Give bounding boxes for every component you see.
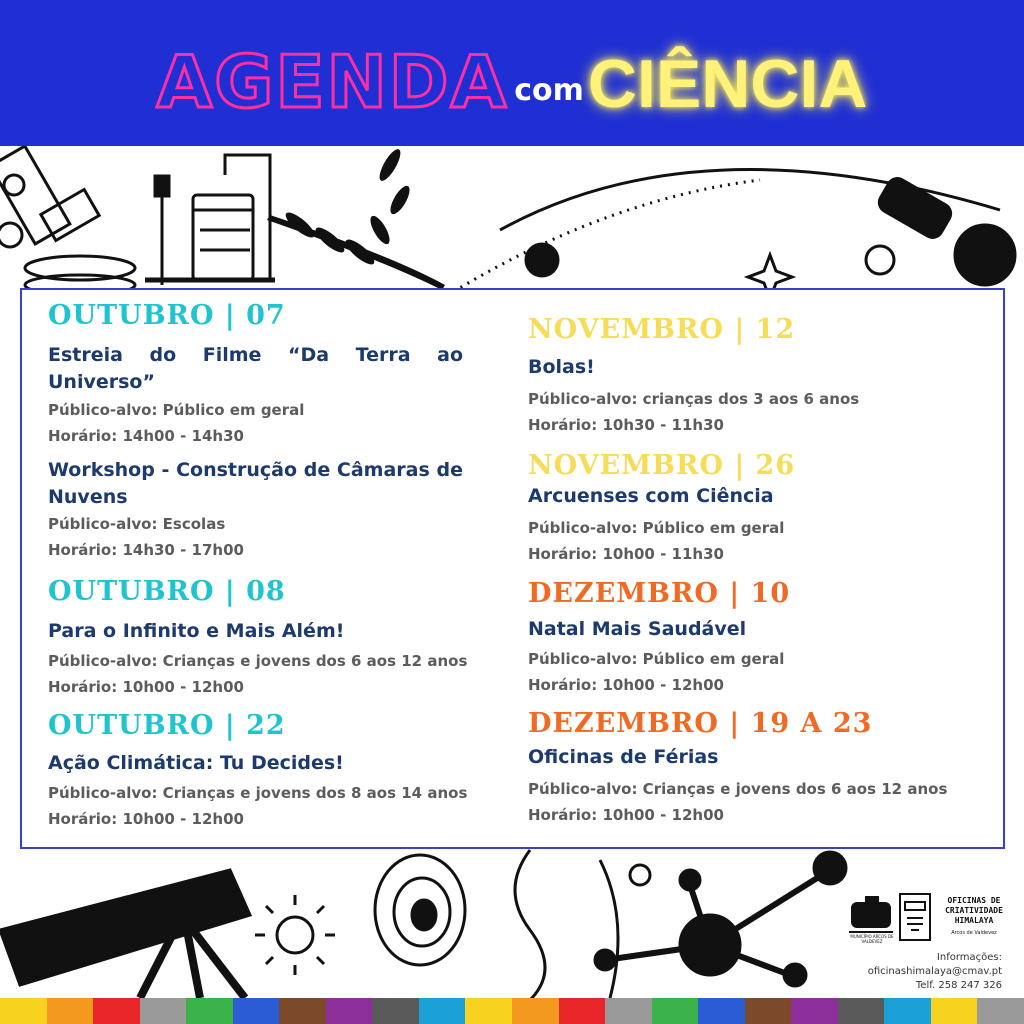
info-email[interactable]: oficinashimalaya@cmav.pt — [867, 966, 1002, 977]
date-heading: DEZEMBRO | 10 — [528, 578, 791, 609]
event-audience: Público-alvo: crianças dos 3 aos 6 anos — [528, 390, 860, 408]
color-stripe — [140, 998, 187, 1024]
municipio-logo-text: MUNICÍPIO ARCOS DE VALDEVEZ — [850, 934, 894, 944]
event-title: Estreia do Filme “Da Terra ao Universo” — [48, 344, 463, 393]
event-time: Horário: 10h00 - 11h30 — [528, 545, 724, 563]
event-title: Arcuenses com Ciência — [528, 485, 774, 507]
color-stripe — [419, 998, 466, 1024]
event-title: Oficinas de Férias — [528, 746, 719, 768]
agenda-panel — [20, 288, 1005, 849]
partner-logos — [845, 888, 1015, 948]
event-time: Horário: 10h00 - 12h00 — [48, 810, 244, 828]
color-stripe — [605, 998, 652, 1024]
event-audience: Público-alvo: Escolas — [48, 515, 226, 533]
color-stripe — [977, 998, 1024, 1024]
header-banner — [0, 0, 1024, 146]
info-phone: Telf. 258 247 326 — [915, 980, 1002, 991]
date-heading: DEZEMBRO | 19 A 23 — [528, 708, 873, 739]
microscope-icon — [0, 146, 135, 295]
municipio-logo — [849, 896, 893, 932]
molecule-icon — [595, 852, 846, 986]
title-ciencia: CIÊNCIA — [587, 46, 868, 122]
telescope-icon — [866, 175, 1015, 285]
event-audience: Público-alvo: Público em geral — [528, 650, 785, 668]
color-stripe — [652, 998, 699, 1024]
date-heading: NOVEMBRO | 26 — [528, 450, 796, 481]
event-audience: Público-alvo: Público em geral — [48, 401, 305, 419]
color-stripe — [698, 998, 745, 1024]
event-audience: Público-alvo: Público em geral — [528, 519, 785, 537]
event-title: Workshop - Construção de Câmaras de Nuvens — [48, 459, 463, 508]
event-time: Horário: 10h00 - 12h00 — [528, 806, 724, 824]
color-stripe — [93, 998, 140, 1024]
event-time: Horário: 10h30 - 11h30 — [528, 416, 724, 434]
branch-icon — [267, 146, 445, 290]
page-title — [0, 28, 1024, 124]
oficinas-logo-text: OFICINAS DE CRIATIVIDADE HIMALAYA — [945, 896, 1003, 925]
event-time: Horário: 10h00 - 12h00 — [48, 678, 244, 696]
color-stripe — [279, 998, 326, 1024]
event-title: Para o Infinito e Mais Além! — [48, 620, 345, 642]
color-stripe — [884, 998, 931, 1024]
color-stripe — [559, 998, 606, 1024]
color-stripe — [791, 998, 838, 1024]
lab-stand-icon — [145, 155, 275, 285]
event-audience: Público-alvo: Crianças e jovens dos 6 aos 12 anos — [528, 780, 948, 798]
event-time: Horário: 14h30 - 17h00 — [48, 541, 244, 559]
event-time: Horário: 14h00 - 14h30 — [48, 427, 244, 445]
event-title: Natal Mais Saudável — [528, 618, 747, 640]
bottom-telescope-icon — [0, 870, 250, 998]
color-stripe — [326, 998, 373, 1024]
oficinas-logo-subtext: Arcos de Valdevez — [951, 930, 997, 936]
event-time: Horário: 10h00 - 12h00 — [528, 676, 724, 694]
date-heading: OUTUBRO | 22 — [48, 710, 286, 741]
color-stripe — [745, 998, 792, 1024]
title-connector: com — [514, 73, 584, 108]
color-stripe — [233, 998, 280, 1024]
color-stripe — [512, 998, 559, 1024]
event-audience: Público-alvo: Crianças e jovens dos 8 aos 14 anos — [48, 784, 468, 802]
color-stripe-bar — [0, 998, 1024, 1024]
oficinas-logo — [900, 894, 930, 940]
info-label: Informações: — [936, 952, 1002, 963]
color-stripe — [0, 998, 47, 1024]
event-title: Ação Climática: Tu Decides! — [48, 752, 344, 774]
cell-icon — [375, 850, 618, 998]
date-heading: NOVEMBRO | 12 — [528, 314, 796, 345]
date-heading: OUTUBRO | 08 — [48, 576, 286, 607]
contact-info — [842, 951, 1002, 993]
color-stripe — [931, 998, 978, 1024]
color-stripe — [47, 998, 94, 1024]
color-stripe — [465, 998, 512, 1024]
date-heading: OUTUBRO | 07 — [48, 300, 286, 331]
event-title: Bolas! — [528, 356, 595, 378]
event-audience: Público-alvo: Crianças e jovens dos 6 aos 12 anos — [48, 652, 468, 670]
color-stripe — [372, 998, 419, 1024]
sun-icon — [255, 895, 335, 975]
color-stripe — [186, 998, 233, 1024]
title-agenda: AGENDA — [156, 40, 509, 124]
color-stripe — [838, 998, 885, 1024]
